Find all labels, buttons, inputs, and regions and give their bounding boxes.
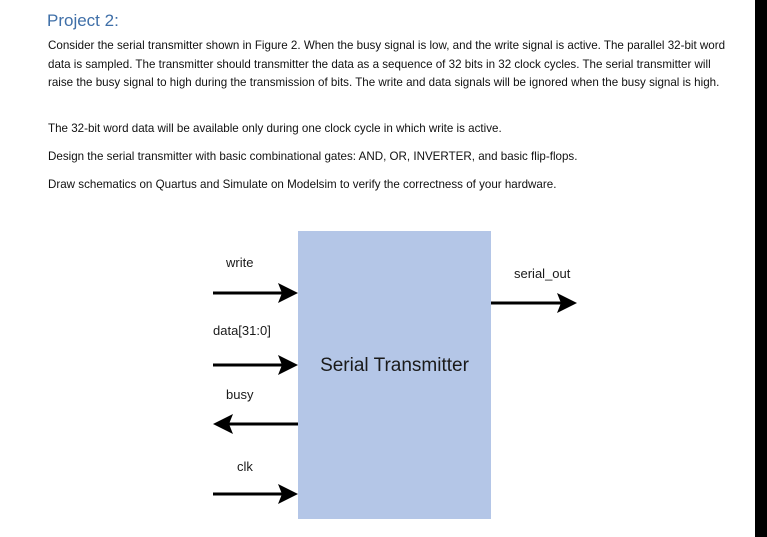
project-title: Project 2: xyxy=(47,11,119,30)
data-signal-label: data[31:0] xyxy=(213,323,271,338)
serial-out-arrow-icon xyxy=(491,293,577,313)
write-arrow-icon xyxy=(213,283,298,303)
paragraph-data-availability: The 32-bit word data will be available only during one clock cycle in which write is active. xyxy=(48,122,502,135)
clk-signal-label: clk xyxy=(237,459,253,474)
paragraph-description: Consider the serial transmitter shown in Figure 2. When the busy signal is low, and the write signal is active. The parallel 32-bit word data is sampled. The transmitter should transmitter the data as a sequence of 32 bits in 32 clock cycles. The serial transmitter will raise the busy signal to high during the transmission of bits. The write and data signals will be ignored when the busy signal is high. xyxy=(48,39,726,90)
busy-signal-label: busy xyxy=(226,387,254,402)
clk-arrow-icon xyxy=(213,484,298,504)
block-label: Serial Transmitter xyxy=(320,355,469,376)
serial-transmitter-block xyxy=(298,231,491,519)
serial-out-signal-label: serial_out xyxy=(514,266,571,281)
paragraph-tools: Draw schematics on Quartus and Simulate on Modelsim to verify the correctness of your hardware. xyxy=(48,178,557,191)
paragraph-design-requirement: Design the serial transmitter with basic combinational gates: AND, OR, INVERTER, and basic flip-flops. xyxy=(48,150,578,163)
busy-arrow-icon xyxy=(213,414,298,434)
write-signal-label: write xyxy=(226,255,254,270)
data-arrow-icon xyxy=(213,355,298,375)
